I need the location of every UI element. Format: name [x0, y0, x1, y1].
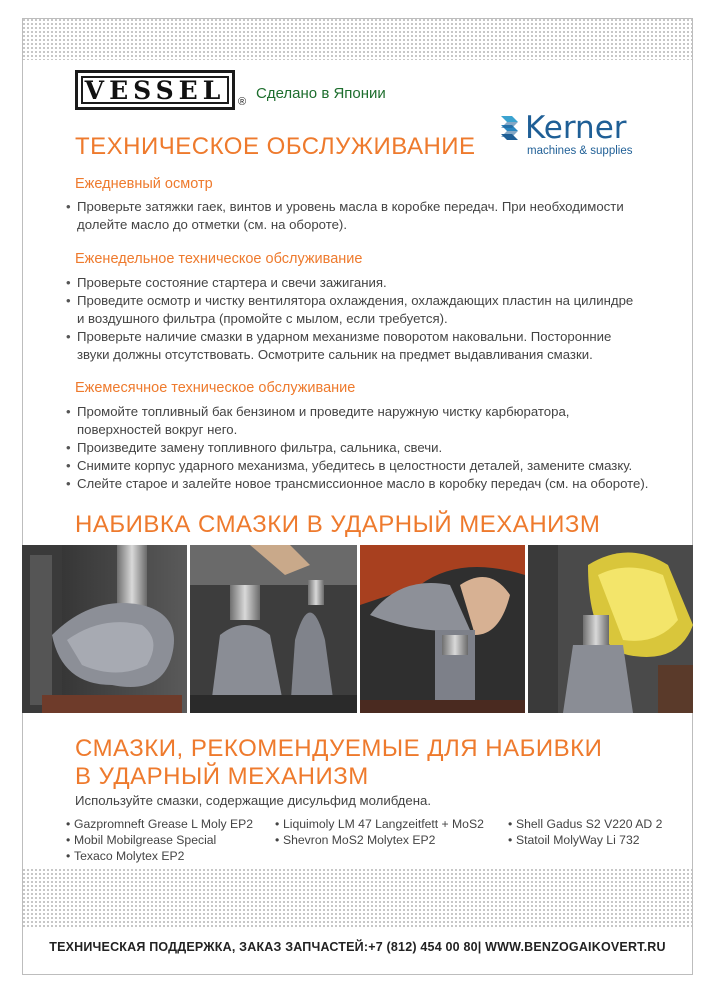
monthly-maintenance-list — [66, 403, 648, 493]
weekly-maintenance-list — [66, 274, 633, 364]
greasing-photo-4 — [528, 545, 693, 713]
kerner-logo-icon — [498, 113, 522, 147]
list-item: • Проведите осмотр и чистку вентилятора охлаждения, охлаждающих пластин на цилиндре и воздушного фильтра (промойте с мылом, если требуется). — [66, 292, 633, 328]
list-item: • Shevron MoS2 Molytex EP2 — [275, 832, 484, 848]
greasing-photo-1 — [22, 545, 187, 713]
list-item: • Liquimoly LM 47 Langzeitfett + MoS2 — [275, 816, 484, 832]
daily-inspection-title: Ежедневный осмотр — [75, 176, 213, 192]
monthly-maintenance-title: Ежемесячное техническое обслуживание — [75, 380, 356, 396]
vessel-logo — [75, 70, 235, 110]
list-item: • Слейте старое и залейте новое трансмиссионное масло в коробку передач (см. на обороте). — [66, 475, 648, 493]
list-item: • Texaco Molytex EP2 — [66, 848, 253, 864]
made-in-japan-label: Сделано в Японии — [256, 85, 386, 102]
vessel-logo-text: VESSEL — [81, 76, 229, 104]
weekly-maintenance-title: Еженедельное техническое обслуживание — [75, 251, 363, 267]
list-item: • Gazpromneft Grease L Moly EP2 — [66, 816, 253, 832]
lubricants-title-line2: В УДАРНЫЙ МЕХАНИЗМ — [75, 763, 369, 790]
lubricants-title-line1: СМАЗКИ, РЕКОМЕНДУЕМЫЕ ДЛЯ НАБИВКИ — [75, 735, 603, 762]
maintenance-title: ТЕХНИЧЕСКОЕ ОБСЛУЖИВАНИЕ — [75, 133, 476, 160]
list-item: • Произведите замену топливного фильтра, сальника, свечи. — [66, 439, 648, 457]
list-item: • Снимите корпус ударного механизма, убедитесь в целостности деталей, замените смазку. — [66, 457, 648, 475]
list-item: • Shell Gadus S2 V220 AD 2 — [508, 816, 662, 832]
registered-mark: ® — [238, 96, 247, 108]
lubricants-column-3 — [508, 816, 662, 848]
list-item: • Mobil Mobilgrease Special — [66, 832, 253, 848]
support-contacts-footer: ТЕХНИЧЕСКАЯ ПОДДЕРЖКА, ЗАКАЗ ЗАПЧАСТЕЙ:+7 (812) 454 00 80| WWW.BENZOGAIKOVERT.RU — [49, 940, 666, 954]
kerner-logo-name: Kerner — [525, 110, 627, 146]
lubricants-column-1 — [66, 816, 253, 864]
greasing-title: НАБИВКА СМАЗКИ В УДАРНЫЙ МЕХАНИЗМ — [75, 511, 601, 538]
lubricants-note: Используйте смазки, содержащие дисульфид молибдена. — [75, 793, 431, 808]
list-item: • Проверьте затяжки гаек, винтов и уровень масла в коробке передач. При необходимости долейте масло до отметки (см. на обороте). — [66, 198, 624, 234]
daily-inspection-list — [66, 198, 624, 234]
kerner-logo-tagline: machines & supplies — [527, 145, 633, 157]
list-item: • Проверьте наличие смазки в ударном механизме поворотом наковальни. Посторонние звуки должны отсутствовать. Осмотрите сальник на предмет выдавливания смазки. — [66, 328, 633, 364]
greasing-photo-3 — [360, 545, 525, 713]
list-item: • Проверьте состояние стартера и свечи зажигания. — [66, 274, 633, 292]
greasing-photo-2 — [190, 545, 357, 713]
list-item: • Промойте топливный бак бензином и проведите наружную чистку карбюратора, поверхностей вокруг него. — [66, 403, 648, 439]
lubricants-column-2 — [275, 816, 484, 848]
greasing-photo-strip — [22, 545, 693, 713]
list-item: • Statoil MolyWay Li 732 — [508, 832, 662, 848]
